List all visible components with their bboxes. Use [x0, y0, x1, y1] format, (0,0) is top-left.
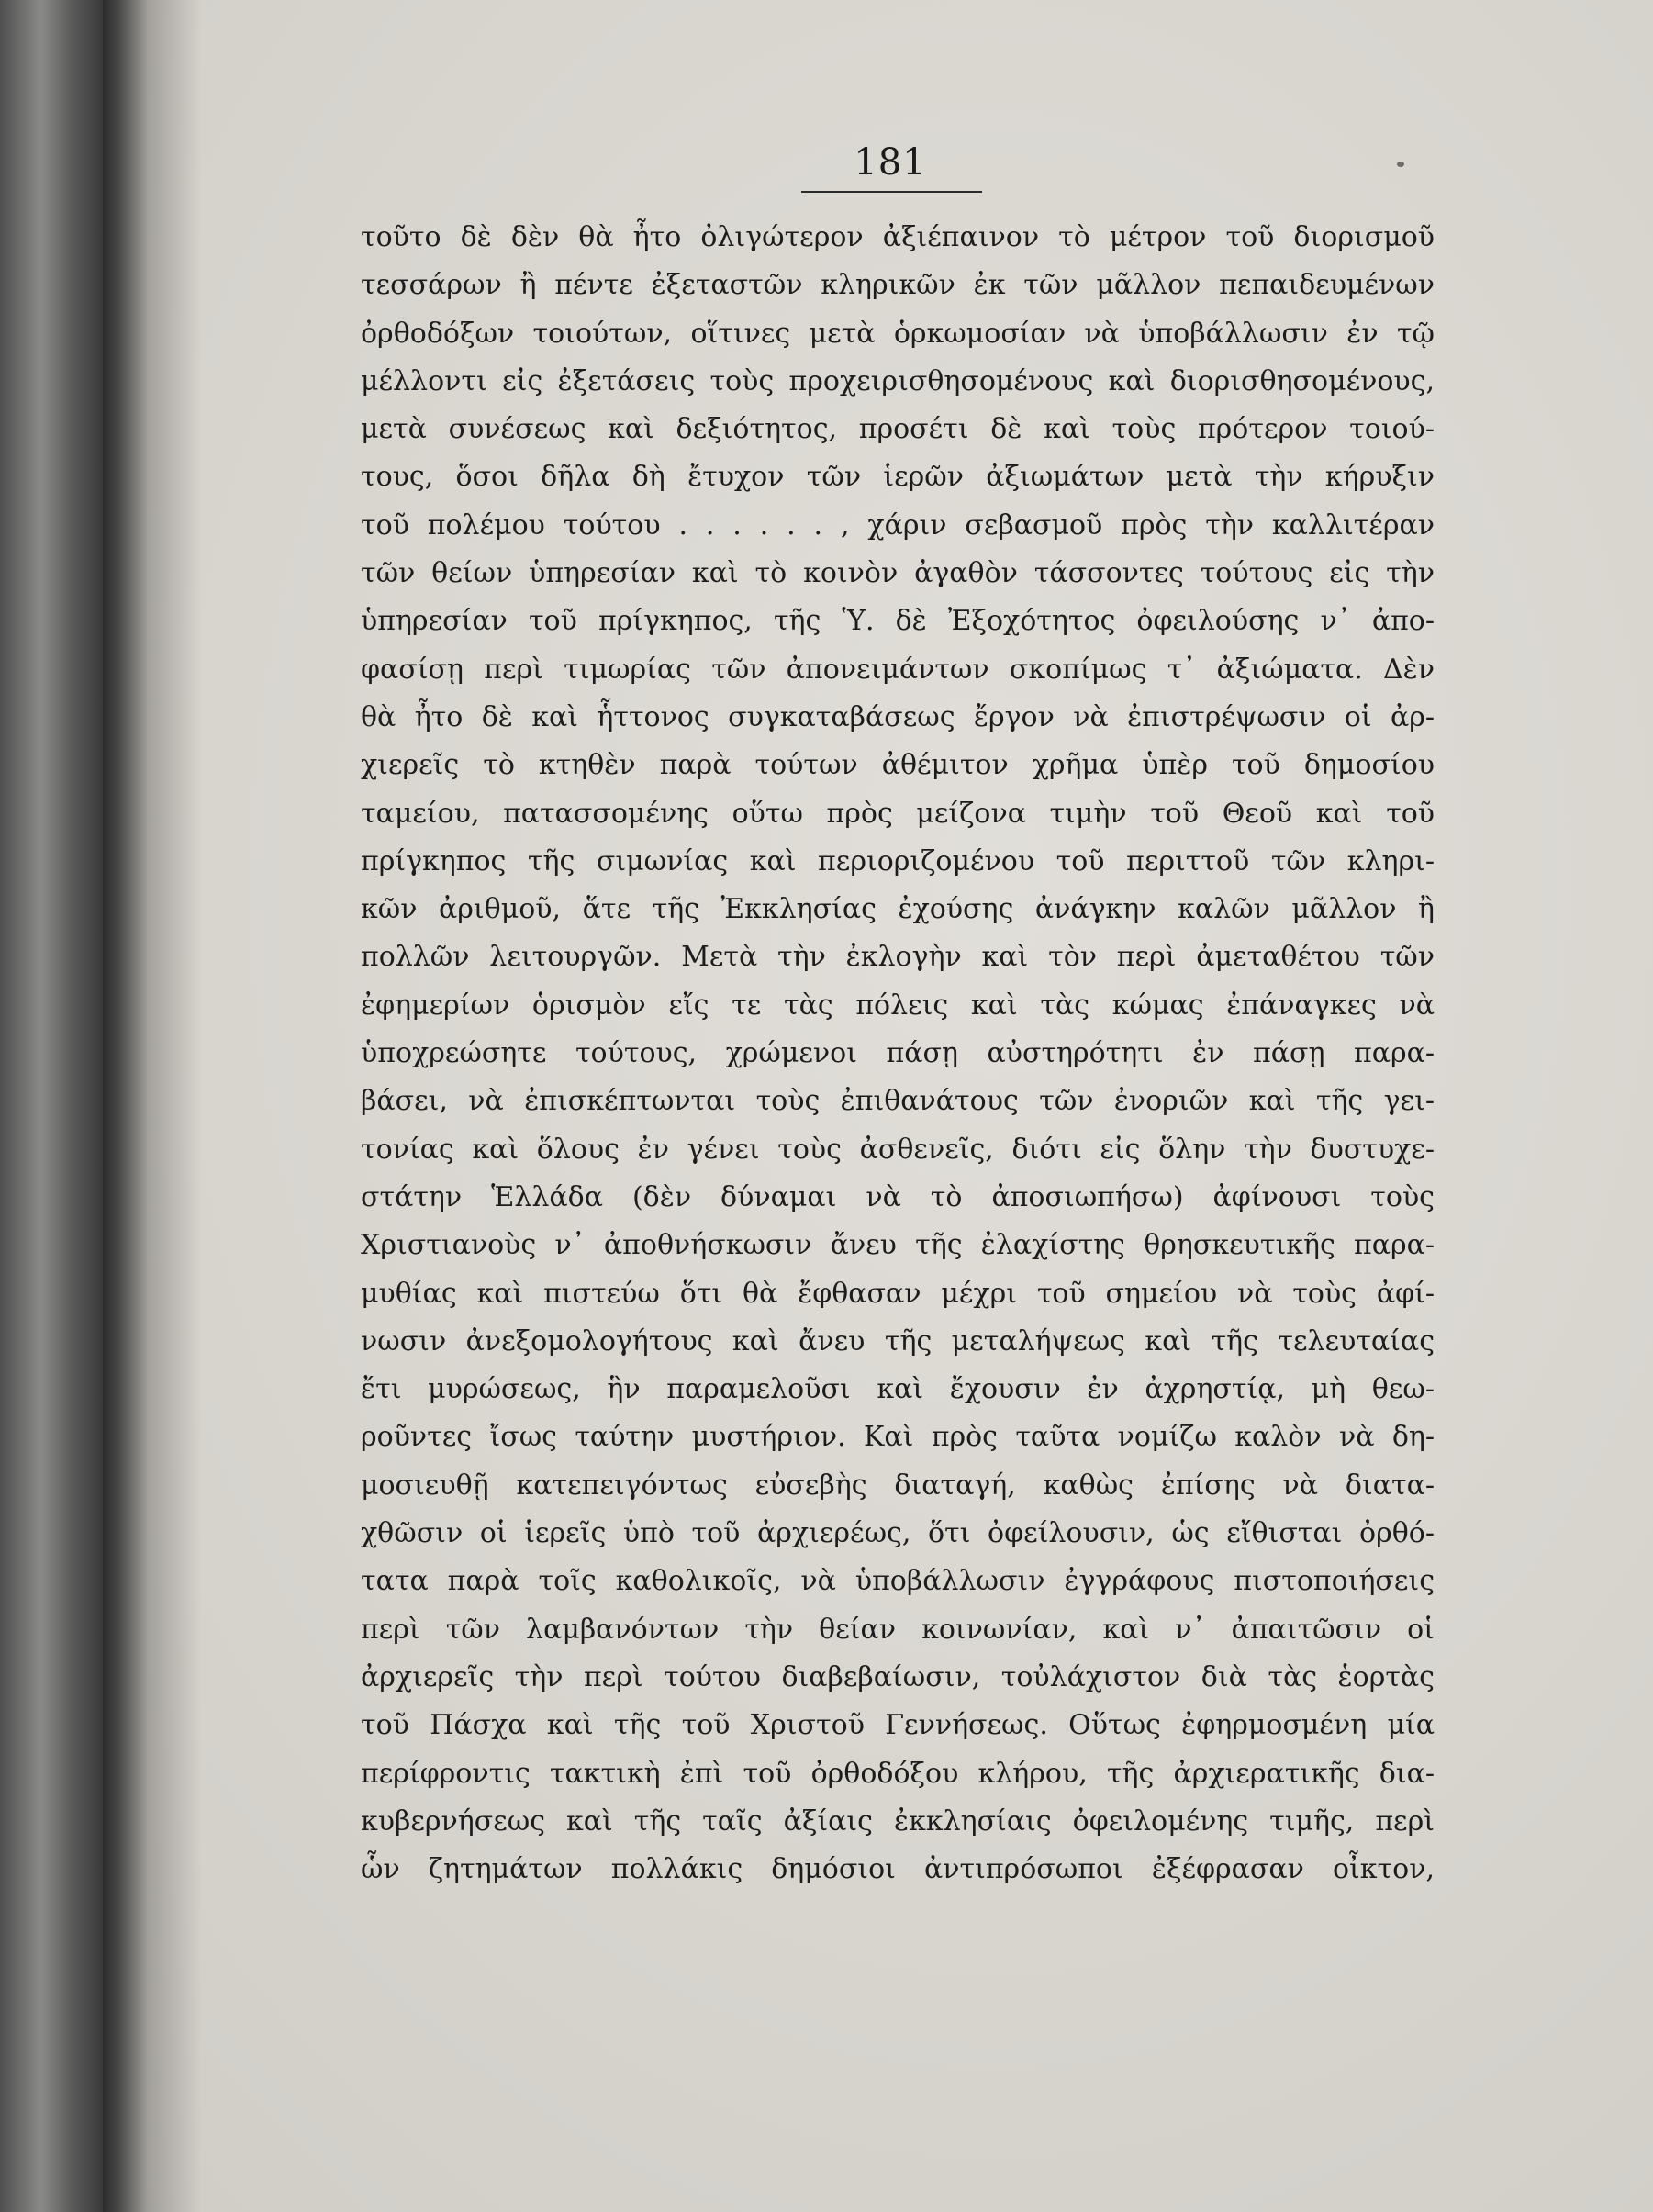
ink-speck	[1397, 162, 1404, 167]
text-line: ἔτι μυρώσεως, ἣν παραμελοῦσι καὶ ἔχουσιν ἐν ἀχρηστίᾳ, μὴ θεω-	[361, 1373, 1435, 1406]
text-line: νωσιν ἀνεξομολογήτους καὶ ἄνευ τῆς μεταλήψεως καὶ τῆς τελευταίας	[361, 1324, 1435, 1357]
page-number-rule	[801, 191, 982, 193]
text-line: φασίσῃ περὶ τιμωρίας τῶν ἀπονειμάντων σκοπίμως τ᾿ ἀξιώματα. Δὲν	[361, 653, 1435, 686]
text-line: τοῦ Πάσχα καὶ τῆς τοῦ Χριστοῦ Γεννήσεως. Οὕτως ἐφηρμοσμένη μία	[361, 1709, 1435, 1742]
text-line: περίφροντις τακτικὴ ἐπὶ τοῦ ὀρθοδόξου κλήρου, τῆς ἀρχιερατικῆς δια-	[361, 1757, 1435, 1790]
text-line: κυβερνήσεως καὶ τῆς ταῖς ἀξίαις ἐκκλησίαις ὀφειλομένης τιμῆς, περὶ	[361, 1804, 1435, 1838]
text-line: χθῶσιν οἱ ἱερεῖς ὑπὸ τοῦ ἀρχιερέως, ὅτι ὀφείλουσιν, ὡς εἴθισται ὀρθό-	[361, 1517, 1435, 1550]
body-text	[361, 214, 1435, 1894]
text-line: πολλῶν λειτουργῶν. Μετὰ τὴν ἐκλογὴν καὶ τὸν περὶ ἀμεταθέτου τῶν	[361, 941, 1435, 974]
text-line: ἀρχιερεῖς τὴν περὶ τούτου διαβεβαίωσιν, τοὐλάχιστον διὰ τὰς ἑορτὰς	[361, 1660, 1435, 1693]
text-line: ὧν ζητημάτων πολλάκις δημόσιοι ἀντιπρόσωποι ἐξέφρασαν οἶκτον,	[361, 1853, 1435, 1886]
text-line: τους, ὅσοι δῆλα δὴ ἔτυχον τῶν ἱερῶν ἀξιωμάτων μετὰ τὴν κήρυξιν	[361, 461, 1435, 494]
text-line: ὀρθοδόξων τοιούτων, οἵτινες μετὰ ὁρκωμοσίαν νὰ ὑποβάλλωσιν ἐν τῷ	[361, 317, 1435, 350]
text-line: περὶ τῶν λαμβανόντων τὴν θείαν κοινωνίαν, καὶ ν᾿ ἀπαιτῶσιν οἱ	[361, 1613, 1435, 1646]
text-line: βάσει, νὰ ἐπισκέπτωνται τοὺς ἐπιθανάτους τῶν ἐνοριῶν καὶ τῆς γει-	[361, 1085, 1435, 1118]
text-line: στάτην Ἑλλάδα (δὲν δύναμαι νὰ τὸ ἀποσιωπήσω) ἀφίνουσι τοὺς	[361, 1180, 1435, 1213]
text-line: τοῦ πολέμου τούτου . . . . . . , χάριν σεβασμοῦ πρὸς τὴν καλλιτέραν	[361, 508, 1435, 542]
page-number: 181	[854, 141, 927, 184]
text-line: ὑποχρεώσητε τούτους, χρώμενοι πάσῃ αὐστηρότητι ἐν πάσῃ παρα-	[361, 1037, 1435, 1070]
text-line: τεσσάρων ἢ πέντε ἐξεταστῶν κληρικῶν ἐκ τῶν μᾶλλον πεπαιδευμένων	[361, 269, 1435, 302]
book-gutter	[0, 0, 103, 2212]
text-line: κῶν ἀριθμοῦ, ἅτε τῆς Ἐκκλησίας ἐχούσης ἀνάγκην καλῶν μᾶλλον ἢ	[361, 893, 1435, 926]
text-line: χιερεῖς τὸ κτηθὲν παρὰ τούτων ἀθέμιτον χρῆμα ὑπὲρ τοῦ δημοσίου	[361, 749, 1435, 782]
text-line: ροῦντες ἴσως ταύτην μυστήριον. Καὶ πρὸς ταῦτα νομίζω καλὸν νὰ δη-	[361, 1421, 1435, 1454]
text-line: ὑπηρεσίαν τοῦ πρίγκηπος, τῆς Ὑ. δὲ Ἐξοχότητος ὀφειλούσης ν᾿ ἀπο-	[361, 605, 1435, 638]
text-line: μετὰ συνέσεως καὶ δεξιότητος, προσέτι δὲ καὶ τοὺς πρότερον τοιού-	[361, 413, 1435, 446]
text-line: πρίγκηπος τῆς σιμωνίας καὶ περιοριζομένου τοῦ περιττοῦ τῶν κληρι-	[361, 844, 1435, 877]
gutter-shadow	[147, 0, 202, 2212]
text-line: Χριστιανοὺς ν᾿ ἀποθνήσκωσιν ἄνευ τῆς ἐλαχίστης θρησκευτικῆς παρα-	[361, 1229, 1435, 1262]
text-line: τοῦτο δὲ δὲν θὰ ἦτο ὀλιγώτερον ἀξιέπαινον τὸ μέτρον τοῦ διορισμοῦ	[361, 221, 1435, 253]
text-line: μοσιευθῇ κατεπειγόντως εὐσεβὴς διαταγή, καθὼς ἐπίσης νὰ διατα-	[361, 1469, 1435, 1502]
text-line: ταμείου, πατασσομένης οὕτω πρὸς μείζονα τιμὴν τοῦ Θεοῦ καὶ τοῦ	[361, 797, 1435, 830]
text-line: μυθίας καὶ πιστεύω ὅτι θὰ ἔφθασαν μέχρι τοῦ σημείου νὰ τοὺς ἀφί-	[361, 1277, 1435, 1310]
book-spine-edge	[103, 0, 147, 2212]
text-line: τονίας καὶ ὅλους ἐν γένει τοὺς ἀσθενεῖς, διότι εἰς ὅλην τὴν δυστυχε-	[361, 1133, 1435, 1166]
text-line: θὰ ἦτο δὲ καὶ ἧττονος συγκαταβάσεως ἔργον νὰ ἐπιστρέψωσιν οἱ ἀρ-	[361, 700, 1435, 733]
text-line: τῶν θείων ὑπηρεσίαν καὶ τὸ κοινὸν ἀγαθὸν τάσσοντες τούτους εἰς τὴν	[361, 557, 1435, 590]
text-line: μέλλοντι εἰς ἐξετάσεις τοὺς προχειρισθησομένους καὶ διορισθησομένους,	[361, 364, 1435, 397]
text-line: τατα παρὰ τοῖς καθολικοῖς, νὰ ὑποβάλλωσιν ἐγγράφους πιστοποιήσεις	[361, 1565, 1435, 1598]
text-line: ἐφημερίων ὁρισμὸν εἴς τε τὰς πόλεις καὶ τὰς κώμας ἐπάναγκες νὰ	[361, 989, 1435, 1022]
